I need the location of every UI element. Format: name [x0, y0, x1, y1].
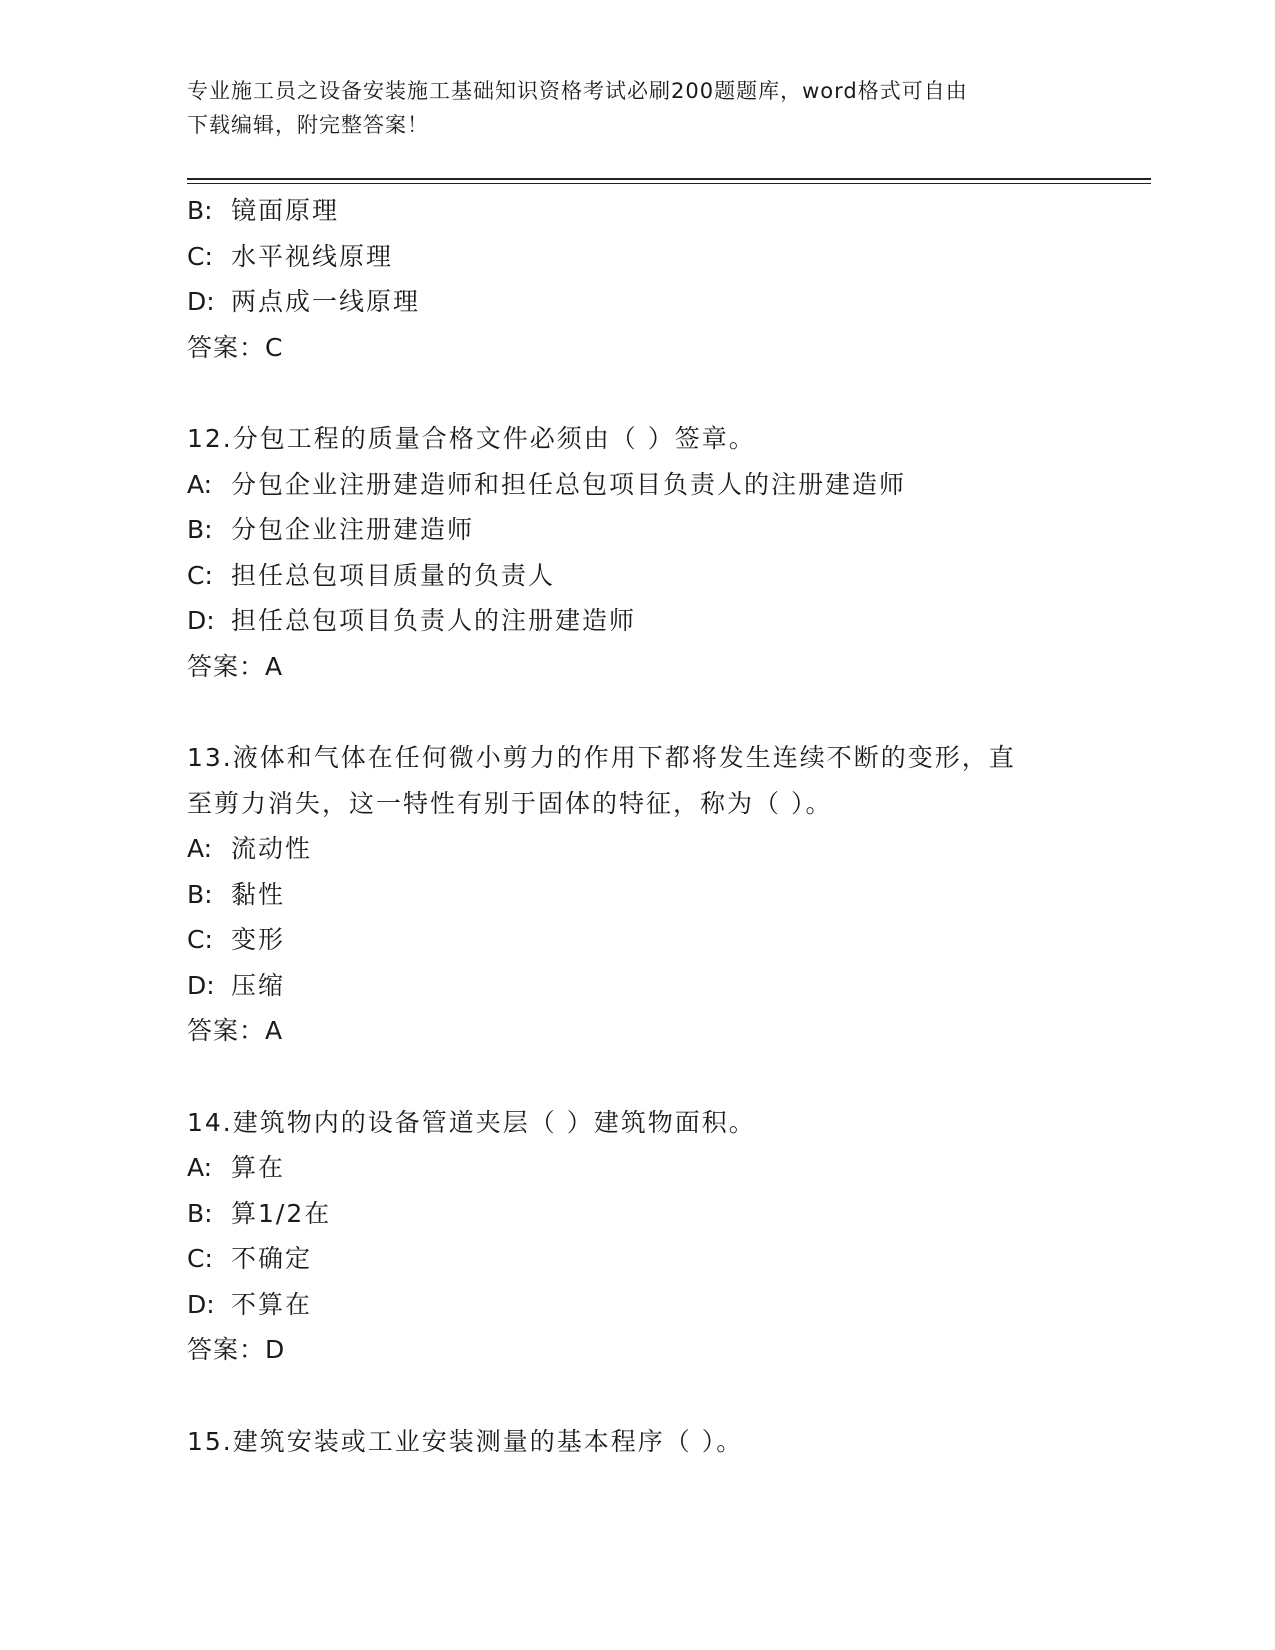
question-block-15 — [187, 1419, 1087, 1465]
answer-label: 答案： — [187, 332, 266, 362]
answer-row — [187, 1327, 1087, 1373]
question-stem: 12.分包工程的质量合格文件必须由（ ）签章。 — [187, 424, 756, 453]
answer-row — [187, 1008, 1087, 1054]
option-text: 压缩 — [231, 970, 286, 1000]
option-text: 黏性 — [231, 879, 286, 909]
answer-row — [187, 325, 1087, 371]
option-text: 变形 — [231, 925, 286, 954]
option-row — [187, 234, 1087, 280]
option-row — [187, 553, 1087, 599]
document-header — [187, 74, 1067, 142]
option-letter: A: — [187, 469, 213, 499]
header-line-2: 下载编辑，附完整答案！ — [187, 113, 429, 137]
option-row — [187, 1236, 1087, 1282]
option-letter: C: — [187, 241, 213, 271]
option-text: 担任总包项目负责人的注册建造师 — [231, 606, 637, 635]
option-letter: B: — [187, 196, 213, 225]
option-row — [187, 1282, 1087, 1328]
answer-row — [187, 644, 1087, 690]
answer-value: D — [265, 1335, 287, 1364]
answer-label: 答案： — [187, 1335, 266, 1364]
question-list — [187, 188, 1087, 1464]
option-text: 流动性 — [231, 834, 313, 863]
option-letter: D: — [187, 1289, 215, 1319]
option-row — [187, 1145, 1087, 1191]
option-text: 不算在 — [231, 1289, 313, 1319]
answer-value: C — [265, 332, 285, 362]
option-text: 分包企业注册建造师 — [231, 515, 475, 544]
question-block-continued — [187, 188, 1087, 370]
option-row — [187, 826, 1087, 872]
option-text: 分包企业注册建造师和担任总包项目负责人的注册建造师 — [231, 469, 907, 499]
option-letter: B: — [187, 879, 213, 909]
option-letter: D: — [187, 970, 215, 1000]
option-row — [187, 507, 1087, 553]
option-text: 镜面原理 — [231, 196, 340, 225]
question-block-13 — [187, 735, 1087, 1054]
option-text: 担任总包项目质量的负责人 — [231, 560, 556, 590]
answer-label: 答案： — [187, 651, 266, 681]
option-row — [187, 963, 1087, 1009]
question-stem: 14.建筑物内的设备管道夹层（ ）建筑物面积。 — [187, 1107, 756, 1137]
option-letter: D: — [187, 606, 215, 635]
answer-value: A — [265, 651, 285, 681]
question-stem-line-2: 至剪力消失，这一特性有别于固体的特征，称为（ ）。 — [187, 788, 833, 818]
option-row — [187, 462, 1087, 508]
answer-label: 答案： — [187, 1016, 266, 1045]
question-stem: 15.建筑安装或工业安装测量的基本程序（ ）。 — [187, 1426, 744, 1456]
option-letter: D: — [187, 287, 215, 316]
option-row — [187, 872, 1087, 918]
option-letter: A: — [187, 1153, 213, 1182]
option-letter: B: — [187, 1198, 213, 1228]
option-letter: C: — [187, 560, 213, 590]
header-rule-thin — [187, 183, 1151, 184]
option-letter: C: — [187, 925, 213, 954]
header-rule-thick — [187, 178, 1151, 180]
option-letter: A: — [187, 834, 213, 863]
option-row — [187, 1191, 1087, 1237]
option-text: 两点成一线原理 — [231, 287, 421, 316]
question-stem-line-1: 13.液体和气体在任何微小剪力的作用下都将发生连续不断的变形，直 — [187, 743, 1016, 772]
option-text: 不确定 — [231, 1244, 313, 1273]
option-row — [187, 188, 1087, 234]
option-text: 算在 — [231, 1153, 286, 1182]
option-text: 水平视线原理 — [231, 241, 394, 271]
option-text: 算1/2在 — [231, 1198, 332, 1228]
answer-value: A — [265, 1016, 285, 1045]
option-letter: C: — [187, 1244, 213, 1273]
question-block-12 — [187, 416, 1087, 689]
option-row — [187, 279, 1087, 325]
header-line-1: 专业施工员之设备安装施工基础知识资格考试必刷200题题库，word格式可自由 — [187, 79, 968, 103]
option-letter: B: — [187, 515, 213, 544]
option-row — [187, 917, 1087, 963]
option-row — [187, 598, 1087, 644]
question-block-14 — [187, 1100, 1087, 1373]
